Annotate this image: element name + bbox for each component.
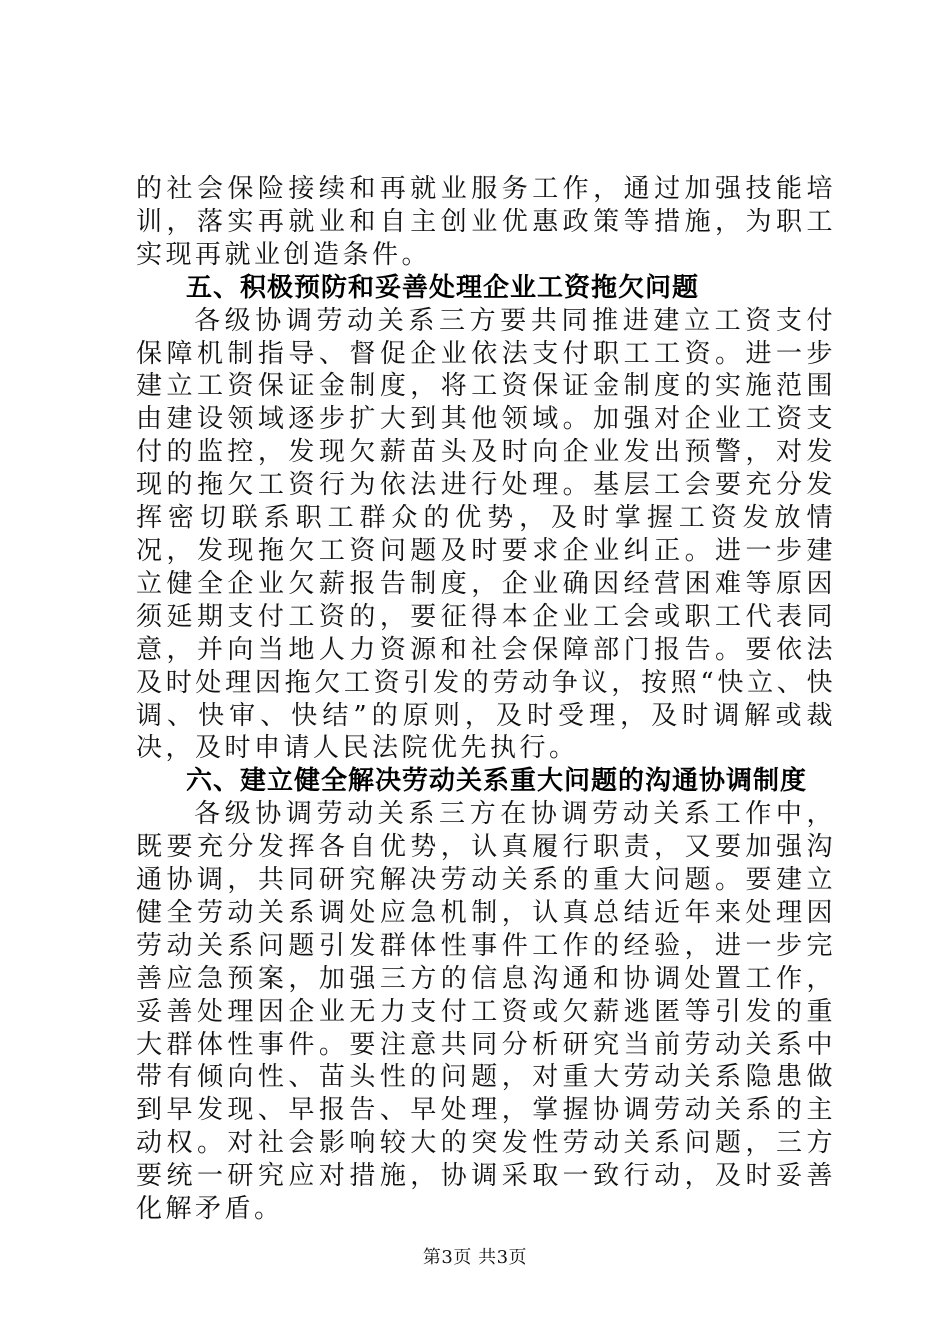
paragraph-wage-arrears: 各级协调劳动关系三方要共同推进建立工资支付保障机制指导、督促企业依法支付职工工资。进一步建立工资保证金制度，将工资保证金制度的实施范围由建设领域逐步扩大到其他领域。加强对企业工资支付的监控，发现欠薪苗头及时向企业发出预警，对发现的拖欠工资行为依法进行处理。基层工会要充分发挥密切联系职工群众的优势，及时掌握工资发放情况，发现拖欠工资问题及时要求企业纠正。进一步建立健全企业欠薪报告制度，企业确因经营困难等原因须延期支付工资的，要征得本企业工会或职工代表同意，并向当地人力资源和社会保障部门报告。要依法及时处理因拖欠工资引发的劳动争议，按照“快立、快调、快审、快结”的原则，及时受理，及时调解或裁决，及时申请人民法院优先执行。 [136, 305, 836, 764]
paragraph-continuation: 的社会保险接续和再就业服务工作，通过加强技能培训，落实再就业和自主创业优惠政策等措施，为职工实现再就业创造条件。 [136, 174, 836, 270]
document-body [136, 173, 836, 1226]
page-number-footer: 第3页 共3页 [422, 1247, 528, 1268]
section-heading-six: 六、建立健全解决劳动关系重大问题的沟通协调制度 [186, 766, 808, 797]
section-heading-five: 五、积极预防和妥善处理企业工资拖欠问题 [186, 272, 700, 303]
paragraph-coordination: 各级协调劳动关系三方在协调劳动关系工作中，既要充分发挥各自优势，认真履行职责，又要加强沟通协调，共同研究解决劳动关系的重大问题。要建立健全劳动关系调处应急机制，认真总结近年来处理因劳动关系问题引发群体性事件工作的经验，进一步完善应急预案，加强三方的信息沟通和协调处置工作，妥善处理因企业无力支付工资或欠薪逃匿等引发的重大群体性事件。要注意共同分析研究当前劳动关系中带有倾向性、苗头性的问题，对重大劳动关系隐患做到早发现、早报告、早处理，掌握协调劳动关系的主动权。对社会影响较大的突发性劳动关系问题，三方要统一研究应对措施，协调采取一致行动，及时妥善化解矛盾。 [136, 799, 836, 1225]
